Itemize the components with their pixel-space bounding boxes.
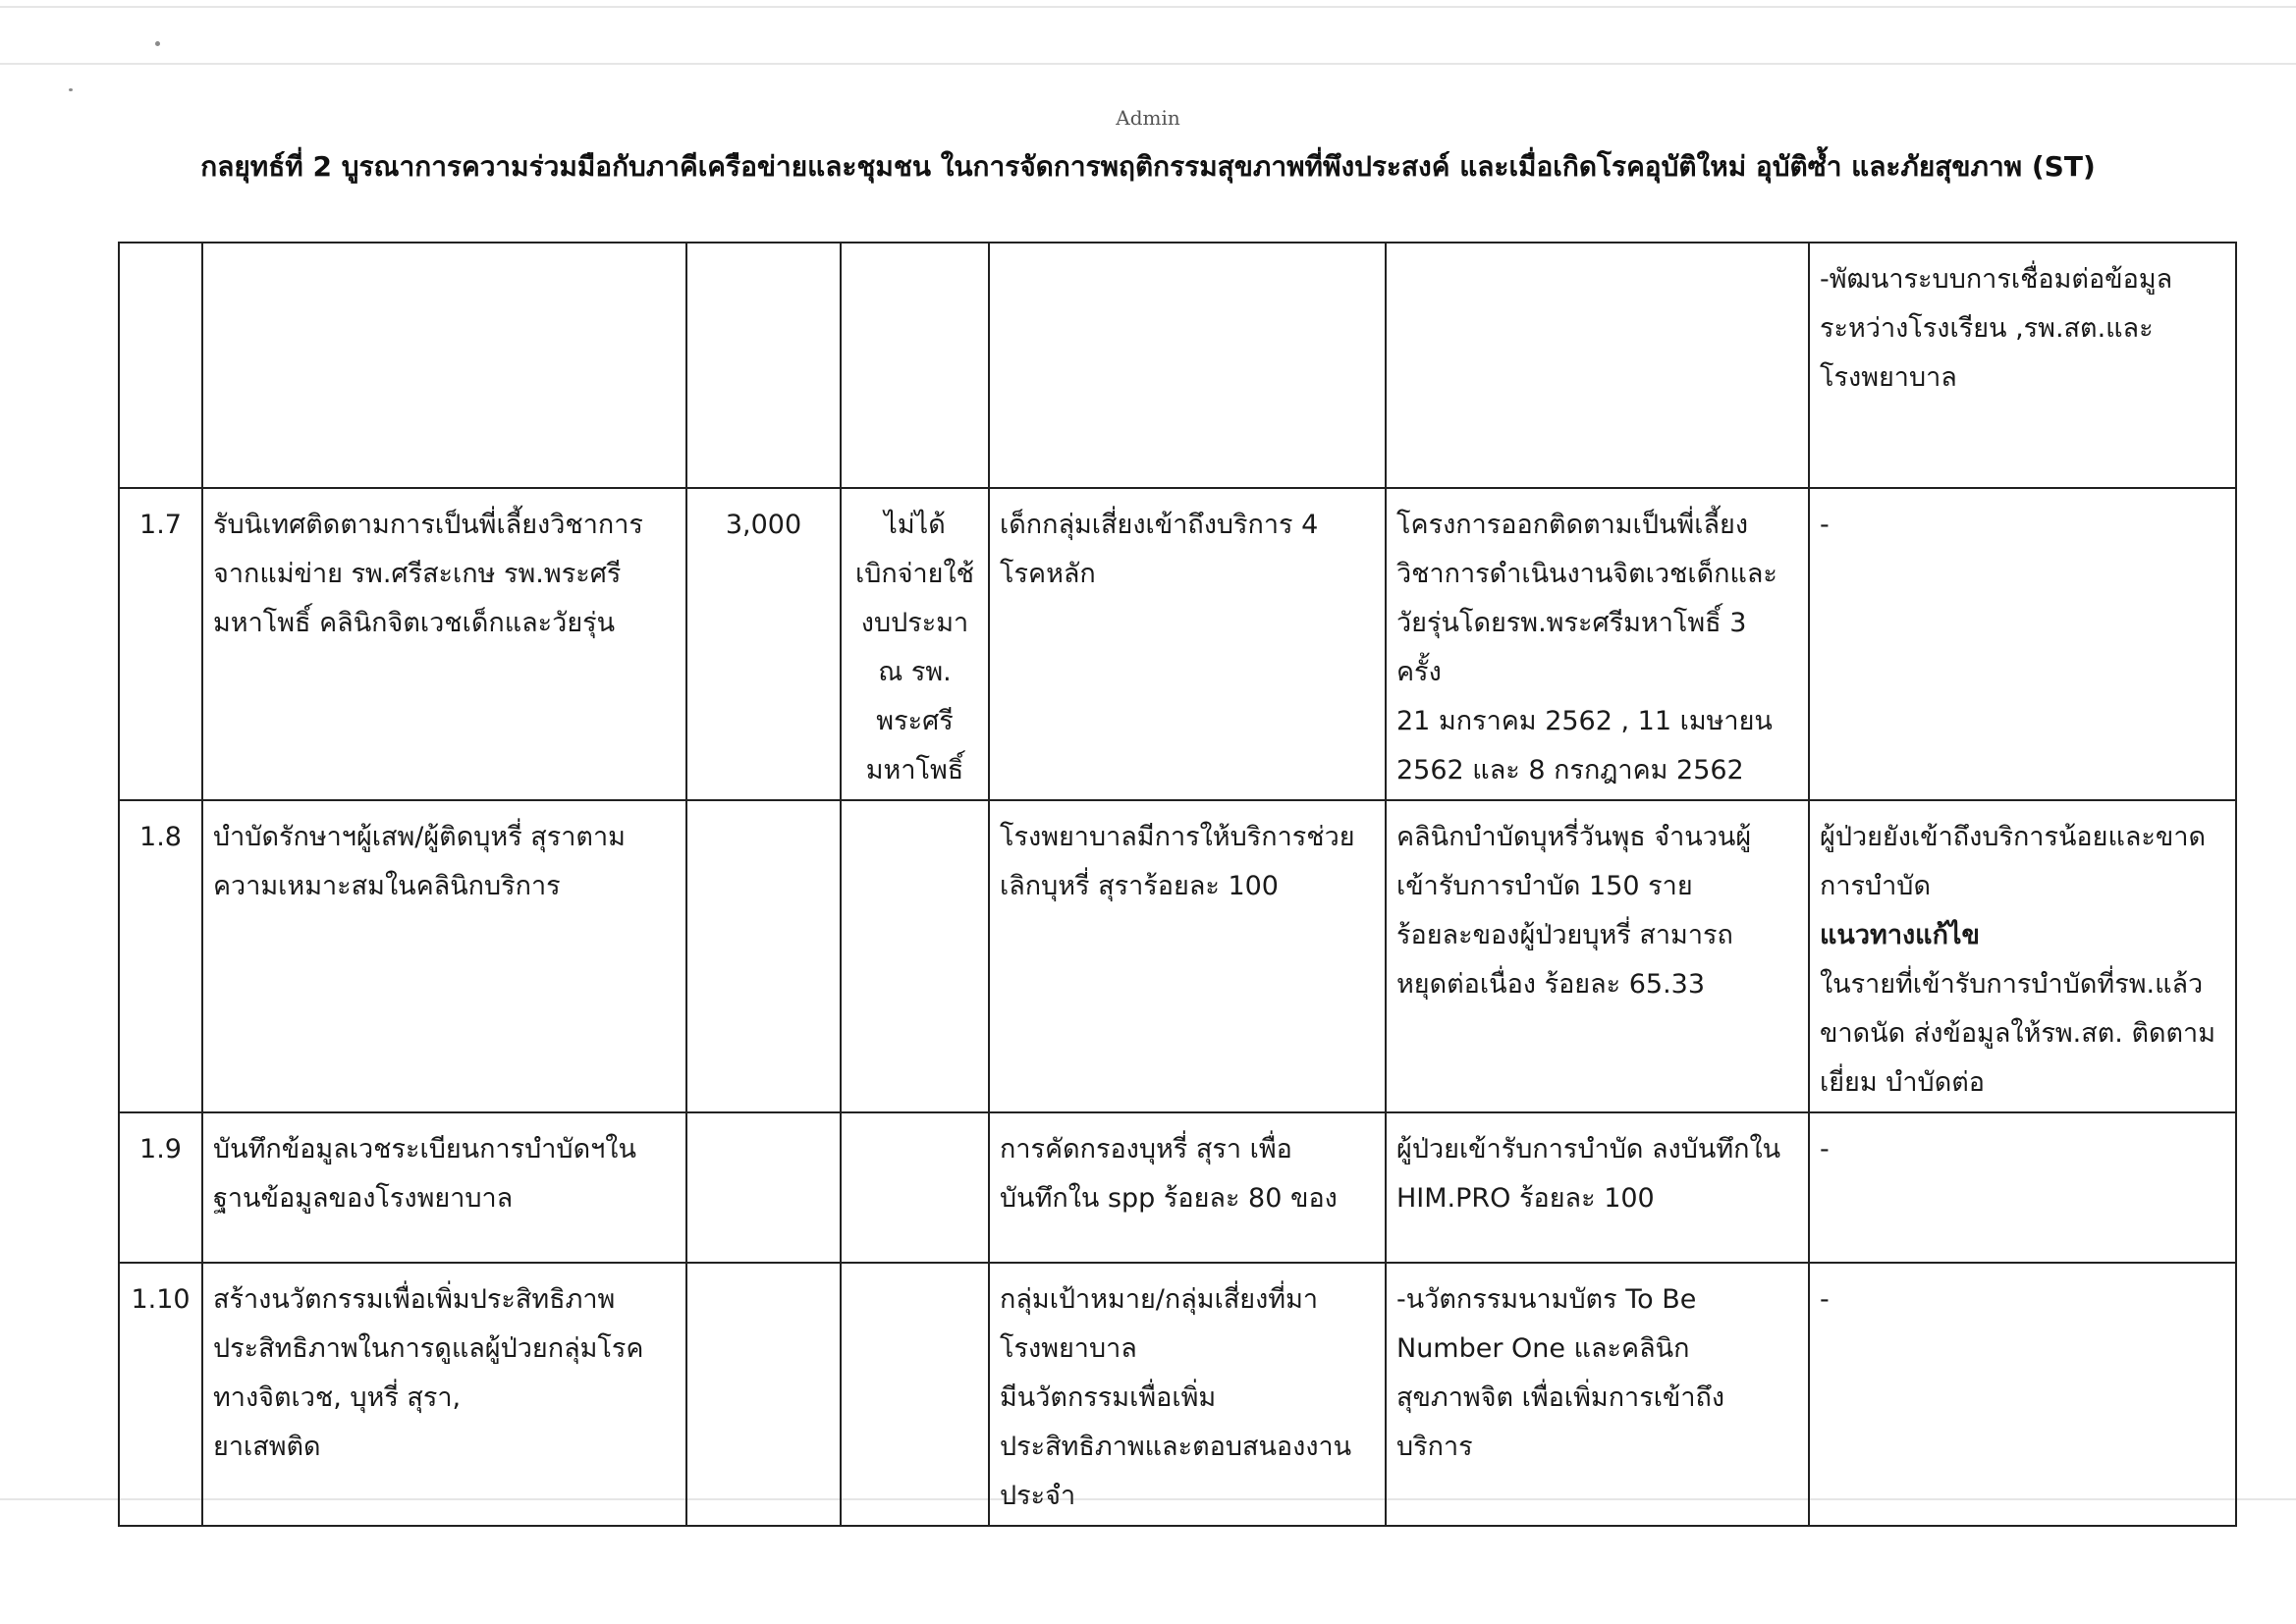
guideline-line: ขาดนัด ส่งข้อมูลให้รพ.สต. ติดตาม [1820,1018,2216,1049]
source-line: มหาโพธิ์ [865,755,964,785]
strategy-table [118,242,2237,1527]
result-line: โครงการออกติดตามเป็นพี่เลี้ยง [1396,510,1749,540]
target-cell [989,1112,1386,1263]
target-line: เลิกบุหรี่ สุราร้อยละ 100 [1000,871,1279,901]
activity-line: ยาเสพติด [213,1432,321,1462]
budget-value: 3,000 [725,510,802,540]
scan-speck [69,88,73,91]
item-number: 1.9 [139,1134,182,1164]
problems-cell [1809,800,2236,1112]
result-cell [1386,488,1809,800]
guideline-line: เยี่ยม บำบัดต่อ [1820,1067,1985,1098]
target-cell [989,1263,1386,1526]
scan-speck [155,41,160,46]
activity-cell [202,243,686,488]
problems-line: ระหว่างโรงเรียน ,รพ.สต.และ [1820,313,2154,344]
budget-source-cell [841,1112,989,1263]
result-cell [1386,800,1809,1112]
target-line: ประสิทธิภาพและตอบสนองงาน [1000,1432,1352,1462]
target-cell [989,488,1386,800]
result-line: เข้ารับการบำบัด 150 ราย [1396,871,1693,901]
target-line: ประจำ [1000,1481,1076,1511]
target-line: บันทึกใน spp ร้อยละ 80 ของ [1000,1183,1338,1214]
problems-line: ผู้ป่วยยังเข้าถึงบริการน้อยและขาด [1820,822,2207,852]
budget-source-cell [841,243,989,488]
activity-line: มหาโพธิ์ คลินิกจิตเวชเด็กและวัยรุ่น [213,608,616,638]
item-number-cell [119,1263,202,1526]
activity-line: รับนิเทศติดตามการเป็นพี่เลี้ยงวิชาการ [213,510,643,540]
activity-cell [202,800,686,1112]
guideline-heading: แนวทางแก้ไข [1820,920,1980,950]
budget-source-cell [841,488,989,800]
problems-line: - [1820,510,1830,540]
activity-cell [202,1263,686,1526]
source-line: เบิกจ่ายใช้ [854,559,975,589]
activity-line: ทางจิตเวช, บุหรี่ สุรา, [213,1382,462,1413]
result-cell [1386,1263,1809,1526]
budget-cell [686,488,841,800]
result-line: วิชาการดำเนินงานจิตเวชเด็กและ [1396,559,1777,589]
item-number-cell [119,1112,202,1263]
table-row [119,1112,2236,1263]
result-line: หยุดต่อเนื่อง ร้อยละ 65.33 [1396,969,1706,1000]
guideline-line: ในรายที่เข้ารับการบำบัดที่รพ.แล้ว [1820,969,2204,1000]
item-number: 1.7 [139,510,182,540]
result-line: -นวัตกรรมนามบัตร To Be [1396,1284,1697,1315]
problems-line: - [1820,1284,1830,1315]
target-line: โรคหลัก [1000,559,1096,589]
page-title: กลยุทธ์ที่ 2 บูรณาการความร่วมมือกับภาคีเครือข่ายและชุมชน ในการจัดการพฤติกรรมสุขภาพที่พึงประสงค์ และเมื่อเกิดโรคอุบัติใหม่ อุบัติซ้ำ และภัยสุขภาพ (ST) [200,150,2096,183]
activity-line: ฐานข้อมูลของโรงพยาบาล [213,1183,514,1214]
result-line: ร้อยละของผู้ป่วยบุหรี่ สามารถ [1396,920,1733,950]
item-number-cell [119,243,202,488]
activity-line: สร้างนวัตกรรมเพื่อเพิ่มประสิทธิภาพ [213,1284,616,1315]
source-line: ณ รพ. [878,657,952,687]
activity-line: บำบัดรักษาฯผู้เสพ/ผู้ติดบุหรี่ สุราตาม [213,822,626,852]
activity-line: จากแม่ข่าย รพ.ศรีสะเกษ รพ.พระศรี [213,559,622,589]
problems-line: - [1820,1134,1830,1164]
target-line: โรงพยาบาล [1000,1333,1137,1364]
activity-line: ประสิทธิภาพในการดูแลผู้ป่วยกลุ่มโรค [213,1333,644,1364]
source-line: พระศรี [876,706,954,736]
table-row [119,488,2236,800]
problems-line: -พัฒนาระบบการเชื่อมต่อข้อมูล [1820,264,2173,295]
source-line: ไม่ได้ [884,510,946,540]
result-line: ครั้ง [1396,657,1442,687]
scan-edge-top [0,6,2296,8]
budget-cell [686,1112,841,1263]
problems-cell [1809,243,2236,488]
table-row [119,243,2236,488]
target-cell [989,800,1386,1112]
activity-line: บันทึกข้อมูลเวชระเบียนการบำบัดฯใน [213,1134,636,1164]
result-line: สุขภาพจิต เพื่อเพิ่มการเข้าถึง [1396,1382,1725,1413]
budget-source-cell [841,800,989,1112]
source-line: งบประมา [860,608,969,638]
result-line: 21 มกราคม 2562 , 11 เมษายน [1396,706,1773,736]
problems-cell [1809,1112,2236,1263]
item-number-cell [119,800,202,1112]
budget-cell [686,800,841,1112]
budget-source-cell [841,1263,989,1526]
result-line: วัยรุ่นโดยรพ.พระศรีมหาโพธิ์ 3 [1396,608,1747,638]
target-line: เด็กกลุ่มเสี่ยงเข้าถึงบริการ 4 [1000,510,1319,540]
activity-line: ความเหมาะสมในคลินิกบริการ [213,871,561,901]
budget-cell [686,1263,841,1526]
activity-cell [202,488,686,800]
scan-edge-upper [0,63,2296,65]
table-row [119,800,2236,1112]
activity-cell [202,1112,686,1263]
target-line: กลุ่มเป้าหมาย/กลุ่มเสี่ยงที่มา [1000,1284,1319,1315]
result-line: HIM.PRO ร้อยละ 100 [1396,1183,1655,1214]
result-line: บริการ [1396,1432,1473,1462]
problems-line: โรงพยาบาล [1820,362,1957,393]
target-line: การคัดกรองบุหรี่ สุรา เพื่อ [1000,1134,1292,1164]
table-row [119,1263,2236,1526]
result-line: 2562 และ 8 กรกฎาคม 2562 [1396,755,1744,785]
problems-cell [1809,1263,2236,1526]
problems-line: การบำบัด [1820,871,1931,901]
item-number-cell [119,488,202,800]
budget-cell [686,243,841,488]
admin-label: Admin [1116,106,1180,130]
result-cell [1386,243,1809,488]
result-cell [1386,1112,1809,1263]
item-number: 1.8 [139,822,182,852]
problems-cell [1809,488,2236,800]
item-number: 1.10 [131,1284,191,1315]
target-line: โรงพยาบาลมีการให้บริการช่วย [1000,822,1355,852]
result-line: Number One และคลินิก [1396,1333,1690,1364]
target-line: มีนวัตกรรมเพื่อเพิ่ม [1000,1382,1217,1413]
result-line: ผู้ป่วยเข้ารับการบำบัด ลงบันทึกใน [1396,1134,1781,1164]
result-line: คลินิกบำบัดบุหรี่วันพุธ จำนวนผู้ [1396,822,1752,852]
target-cell [989,243,1386,488]
